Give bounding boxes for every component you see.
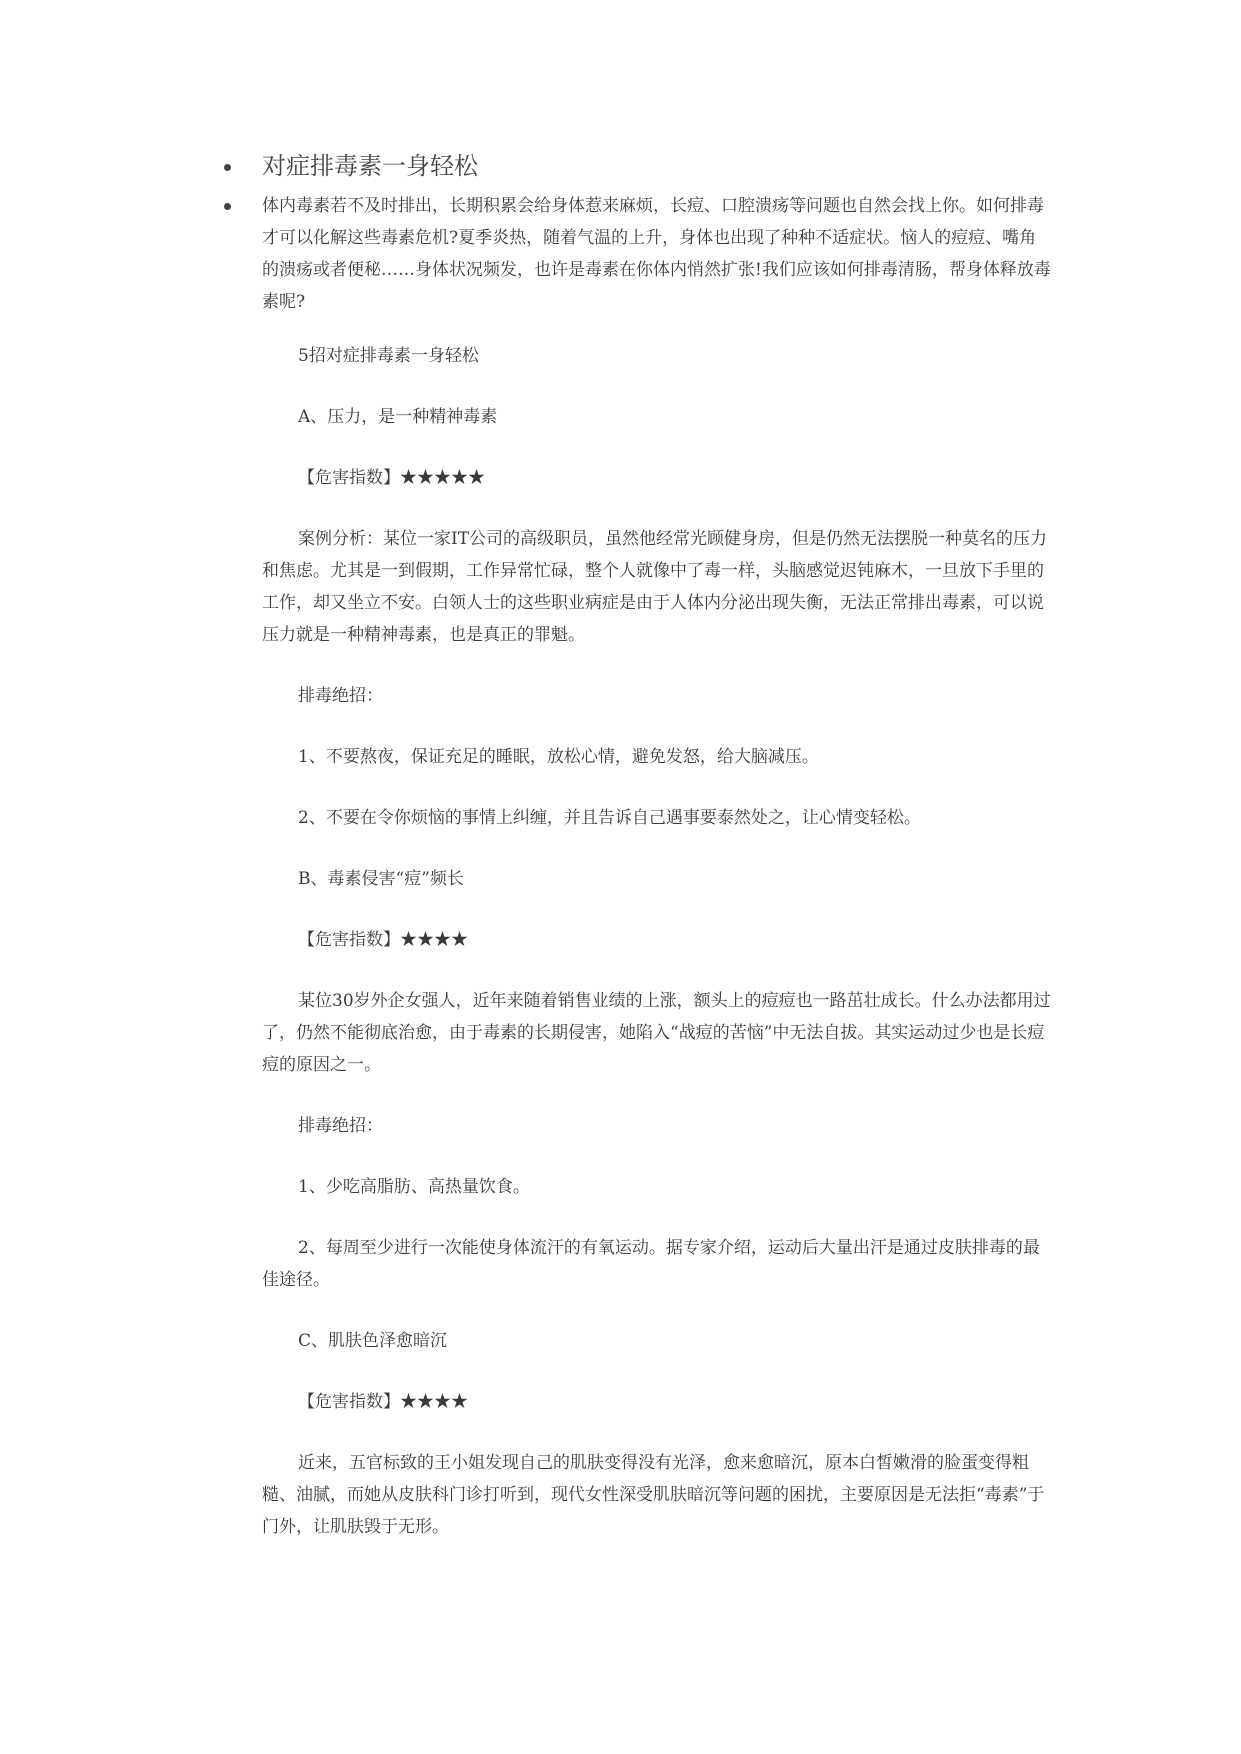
subsection-heading: B、毒素侵害“痘”频长 [298,869,464,889]
case-paragraph: 某位30岁外企女强人，近年来随着销售业绩的上涨，额头上的痘痘也一路茁壮成长。什么办法都用过了，仍然不能彻底治愈，由于毒素的长期侵害，她陷入“战痘的苦恼”中无法自拔。其实运动过少也是长痘痘的原因之一。 [262,991,1051,1075]
tip-item: 1、不要熬夜，保证充足的睡眠，放松心情，避免发怒，给大脑减压。 [298,747,819,767]
tips-heading: 排毒绝招： [298,1116,383,1136]
bullet-list [222,148,1052,318]
article-body [262,340,1052,1572]
tip-item: 2、每周至少进行一次能使身体流汗的有氧运动。据专家介绍，运动后大量出汗是通过皮肤排毒的最佳途径。 [262,1238,1040,1290]
case-paragraph: 近来，五官标致的王小姐发现自己的肌肤变得没有光泽，愈来愈暗沉，原本白皙嫩滑的脸蛋变得粗糙、油腻，而她从皮肤科门诊打听到，现代女性深受肌肤暗沉等问题的困扰，主要原因是无法拒“毒素”于门外，让肌肤毁于无形。 [262,1453,1045,1537]
subsection-heading: A、压力，是一种精神毒素 [298,407,498,427]
hazard-rating: 【危害指数】★★★★ [298,1392,468,1412]
bullet-icon [224,203,231,210]
tip-item: 2、不要在令你烦恼的事情上纠缠，并且告诉自己遇事要泰然处之，让心情变轻松。 [298,808,921,828]
document-title [222,148,1052,184]
intro-paragraph [222,190,1052,318]
bullet-icon [224,164,231,171]
case-analysis-paragraph: 案例分析：某位一家IT公司的高级职员，虽然他经常光顾健身房，但是仍然无法摆脱一种莫名的压力和焦虑。尤其是一到假期，工作异常忙碌，整个人就像中了毒一样，头脑感觉迟钝麻木，一旦放下手里的工作，却又坐立不安。白领人士的这些职业病症是由于人体内分泌出现失衡，无法正常排出毒素，可以说压力就是一种精神毒素，也是真正的罪魁。 [262,529,1048,645]
section-heading: 5招对症排毒素一身轻松 [298,346,479,366]
hazard-rating: 【危害指数】★★★★★ [298,468,485,488]
hazard-rating: 【危害指数】★★★★ [298,930,468,950]
tip-item: 1、少吃高脂肪、高热量饮食。 [298,1177,530,1197]
intro-text: 体内毒素若不及时排出，长期积累会给身体惹来麻烦，长痘、口腔溃疡等问题也自然会找上你。如何排毒才可以化解这些毒素危机?夏季炎热，随着气温的上升，身体也出现了种种不适症状。恼人的痘痘、嘴角的溃疡或者便秘……身体状况频发，也许是毒素在你体内悄然扩张!我们应该如何排毒清肠，帮身体释放毒素呢? [262,196,1051,312]
tips-heading: 排毒绝招： [298,686,383,706]
subsection-heading: C、肌肤色泽愈暗沉 [298,1331,448,1351]
document-title-text: 对症排毒素一身轻松 [262,152,478,180]
